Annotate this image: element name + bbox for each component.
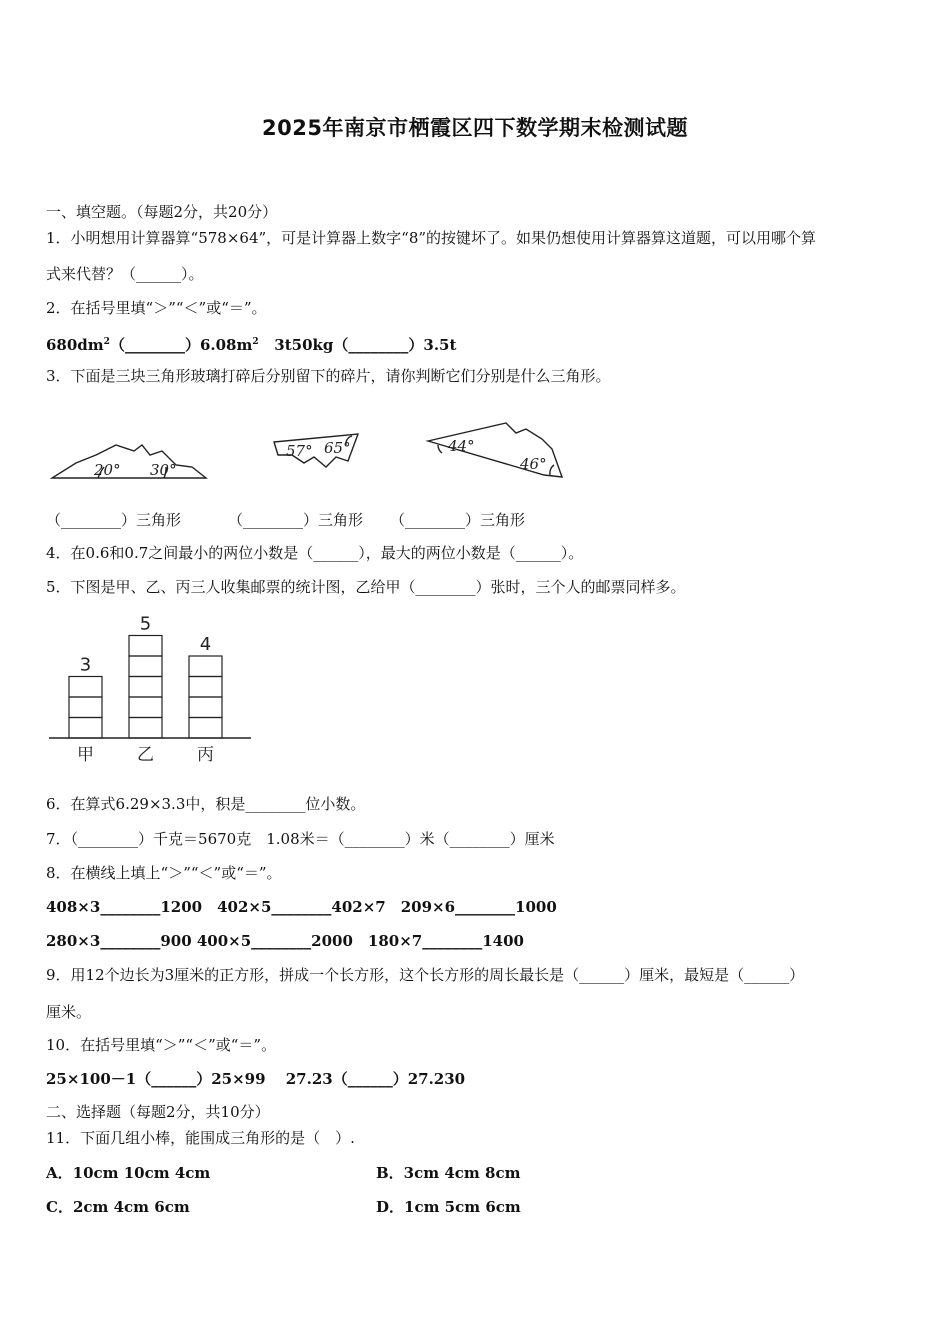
bar-cell: [129, 677, 162, 698]
question-11-stem: 11．下面几组小棒，能围成三角形的是（ ）.: [46, 1129, 355, 1147]
section-1-heading: 一、填空题。（每题2分，共20分）: [46, 203, 278, 221]
question-10-row: 25×100－1（______）25×99 27.23（______）27.230: [46, 1070, 466, 1088]
question-9-line-2: 厘米。: [46, 1003, 92, 1021]
bar-cell: [129, 636, 162, 657]
question-9-line-1: 9．用12个边长为3厘米的正方形，拼成一个长方形，这个长方形的周长最长是（______）厘米，最短是（______）: [46, 966, 805, 984]
question-3-stem: 3．下面是三块三角形玻璃打碎后分别留下的碎片，请你判断它们分别是什么三角形。: [46, 367, 611, 385]
angle-label-4: 65°: [324, 439, 351, 457]
bar-丙: [189, 656, 222, 738]
q2-part-b-sup: 2: [252, 337, 259, 347]
data-label: 4: [199, 634, 212, 655]
bar-cell: [189, 697, 222, 718]
bar-cell: [189, 656, 222, 677]
data-label: 3: [79, 654, 92, 676]
section-2-heading: 二、选择题（每题2分，共10分）: [46, 1103, 270, 1121]
stamp-chart: [46, 605, 256, 770]
question-8-row-2: 280×3________900 400×5________2000 180×7________1400: [46, 932, 524, 950]
angle-label-6: 46°: [520, 455, 547, 473]
question-5: 5．下图是甲、乙、丙三人收集邮票的统计图，乙给甲（________）张时，三个人的邮票同样多。: [46, 578, 686, 596]
question-8-stem: 8．在横线上填上“＞”“＜”或“＝”。: [46, 864, 282, 882]
bar-cell: [129, 718, 162, 739]
q2-part-b: （________）6.08m: [109, 336, 253, 354]
bar-cell: [189, 718, 222, 739]
question-7: 7．（________）千克＝5670克 1.08米＝（________）米（________）厘米: [46, 830, 555, 848]
category-label: 丙: [197, 745, 214, 765]
page-title: 2025年南京市栖霞区四下数学期末检测试题: [262, 116, 688, 140]
fragment-1: [52, 445, 206, 478]
bar-cell: [69, 718, 102, 739]
angle-label-3: 57°: [286, 442, 313, 460]
category-label: 甲: [77, 745, 94, 765]
question-1-line-1: 1．小明想用计算器算“578×64”，可是计算器上数字“8”的按键坏了。如果仍想使用计算器算这道题，可以用哪个算: [46, 229, 817, 247]
angle-label-1: 20°: [94, 461, 121, 479]
question-10-stem: 10．在括号里填“＞”“＜”或“＝”。: [46, 1036, 277, 1054]
option-d: D．1cm 5cm 6cm: [376, 1198, 521, 1216]
question-1-line-2: 式来代替？（______）。: [46, 265, 204, 283]
angle-label-5: 44°: [448, 437, 475, 455]
bar-cell: [129, 656, 162, 677]
q3-answer-1: （________）三角形: [46, 511, 182, 529]
bar-cell: [189, 677, 222, 698]
q2-part-a: 680dm: [46, 336, 104, 354]
bar-乙: [129, 636, 162, 739]
q2-part-c: 3t50kg（________）3.5t: [274, 336, 457, 354]
bar-甲: [69, 677, 102, 739]
category-label: 乙: [137, 745, 154, 765]
option-a: A．10cm 10cm 4cm: [46, 1164, 211, 1182]
question-4: 4．在0.6和0.7之间最小的两位小数是（______），最大的两位小数是（______）。: [46, 544, 584, 562]
option-b: B．3cm 4cm 8cm: [376, 1164, 521, 1182]
triangle-fragments-figure: [46, 405, 576, 490]
data-label: 5: [139, 613, 152, 635]
angle-label-2: 30°: [150, 461, 177, 479]
question-2-compare: [46, 332, 456, 355]
bar-cell: [129, 697, 162, 718]
q3-answer-2: （________）三角形: [228, 511, 364, 529]
question-2-stem: 2．在括号里填“＞”“＜”或“＝”。: [46, 299, 267, 317]
q3-answer-3: （________）三角形: [390, 511, 526, 529]
question-6: 6．在算式6.29×3.3中，积是________位小数。: [46, 795, 366, 813]
bar-cell: [69, 677, 102, 698]
question-8-row-1: 408×3________1200 402×5________402×7 209×6________1000: [46, 898, 557, 916]
bar-cell: [69, 697, 102, 718]
q2-part-a-sup: 2: [103, 337, 110, 347]
option-c: C．2cm 4cm 6cm: [46, 1198, 190, 1216]
